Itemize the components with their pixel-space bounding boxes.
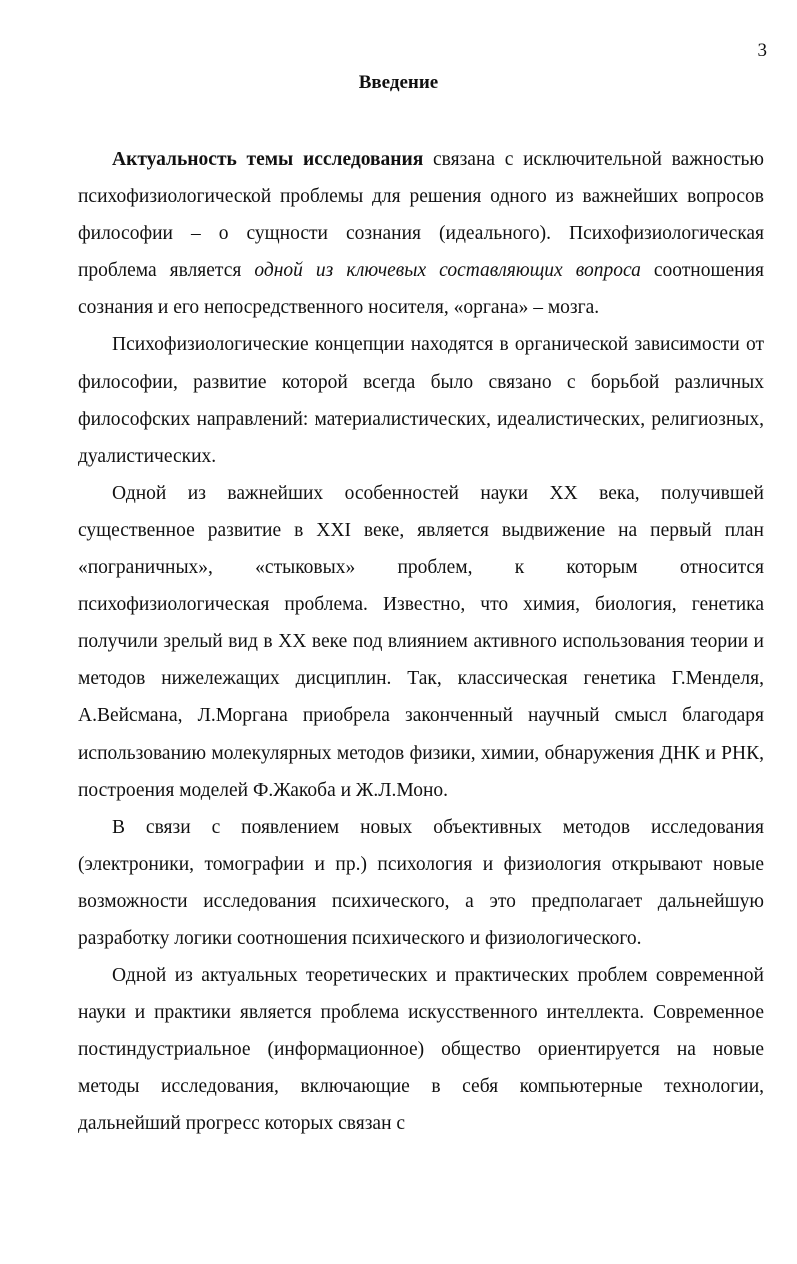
- paragraph-relevance: [78, 141, 764, 326]
- page-title: Введение: [358, 72, 439, 93]
- paragraph-new-methods: В связи с появлением новых объективных методов исследования (электроники, томографии и пр.) психология и физиология открывают новые возможности исследования психического, а это предполагает дальнейшую разработку логики соотношения психического и физиологического.: [78, 816, 764, 949]
- paragraph-bold-lead: Актуальность темы исследования: [112, 149, 424, 170]
- paragraph-philosophy: Психофизиологические концепции находятся в органической зависимости от философии, развитие которой всегда было связано с борьбой различных философских направлений: материалистических, идеалистических, религиозных, дуалистических.: [78, 334, 764, 467]
- paragraph-text: соотношения сознания и его непосредственного носителя, «органа» – мозга.: [78, 260, 764, 319]
- page-number: 3: [757, 40, 767, 61]
- paragraph-italic-phrase: одной из ключевых составляющих вопроса: [254, 260, 641, 282]
- paragraph-text: связана с исключительной важностью психофизиологической проблемы для решения одного из важнейших вопросов философии – о сущности сознания (идеального). Психофизиологическая проблема является: [78, 149, 764, 282]
- paragraph-science-features: Одной из важнейших особенностей науки XX века, получившей существенное развитие в XXI веке, является выдвижение на первый план «пограничных», «стыковых» проблем, к которым относится психофизиологическая проблема. Известно, что химия, биология, генетика получили зрелый вид в XX веке под влиянием активного использования теории и методов нижележащих дисциплин. Так, классическая генетика Г.Менделя, А.Вейсмана, Л.Моргана приобрела законченный научный смысл благодаря использованию молекулярных методов физики, химии, обнаружения ДНК и РНК, построения моделей Ф.Жакоба и Ж.Л.Моно.: [78, 482, 764, 801]
- document-body: [78, 141, 764, 1143]
- paragraph-ai-problem: Одной из актуальных теоретических и практических проблем современной науки и практики является проблема искусственного интеллекта. Современное постиндустриальное (информационное) общество ориентируется на новые методы исследования, включающие в себя компьютерные технологии, дальнейший прогресс которых связан с: [78, 965, 764, 1135]
